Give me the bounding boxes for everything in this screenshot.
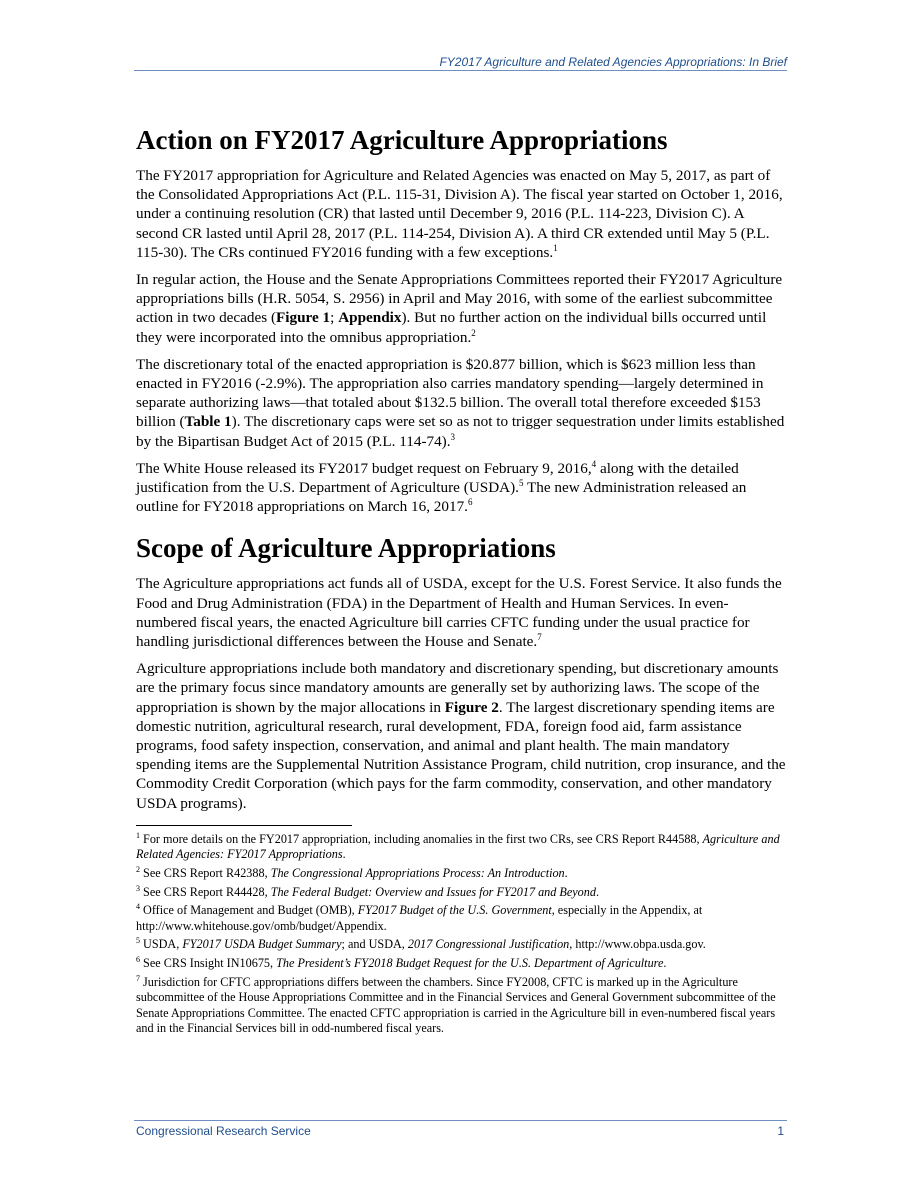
section-heading-action: Action on FY2017 Agriculture Appropriations [136,125,668,155]
footnote-ref: 1 [553,242,558,253]
footnote-7: $^7$ Jurisdiction for CFTC appropriations differs between the chambers. Since FY2008, CFTC is marked up in the Agriculture subcommittee of the House Appropriations Committee and in the Financial Services and General Government subcommittee of the Senate Appropriations Committee. The enacted CFTC appropriation is carried in the Agriculture bill in even-numbered fiscal years and in the Financial Services bill in odd-numbered fiscal years. [136,973,776,1036]
footnote-ref: 6 [467,497,473,508]
footnote-ref: 3 [450,431,456,442]
figure-ref: Figure 1 [276,309,331,327]
appendix-ref: Appendix [338,309,402,327]
page-content [136,124,788,1040]
footnote-ref: 4 [591,458,597,469]
paragraph: The Agriculture appropriations act funds all of USDA, except for the U.S. Forest Service. It also funds the Food and Drug Administration (FDA) in the Department of Health and Human Services. In even-numbered fiscal years, the enacted Agriculture bill carries CFTC funding under the usual practice for handling jurisdictional differences between the House and Senate.$^7$ [136,575,782,651]
footnote-6: $^6$ See CRS Insight IN10675, The President’s FY2018 Budget Request for the U.S. Department of Agriculture. [136,954,667,971]
footnote-1: $^1$ For more details on the FY2017 appropriation, including anomalies in the first two CRs, see CRS Report R44588, Agriculture and Related Agencies: FY2017 Appropriations. [136,830,780,862]
paragraph: The White House released its FY2017 budget request on February 9, 2016,$^4$ along with the detailed justification from the U.S. Department of Agriculture (USDA).$^5$ The new Administration released an outline for FY2018 appropriations on March 16, 2017.$^6$ [136,458,747,516]
section-heading-scope: Scope of Agriculture Appropriations [136,533,556,564]
paragraph: The FY2017 appropriation for Agriculture and Related Agencies was enacted on May 5, 2017, as part of the Consolidated Appropriations Act (P.L. 115-31, Division A). The fiscal year started on October 1, 2016, under a continuing resolution (CR) that lasted until December 9, 2016 (P.L. 114-223, Division C). A second CR lasted until April 28, 2017 (P.L. 114-254, Division A). A third CR extended until May 5 (P.L. 115-30). The CRs continued FY2016 funding with a few exceptions.$^1$ [136,167,783,261]
paragraph: In regular action, the House and the Senate Appropriations Committees reported their FY2017 Agriculture appropriations bills (H.R. 5054, S. 2956) in April and May 2016, with some of the earliest subcommittee action in two decades (Figure 1; Appendix). But no further action on the individual bills occurred until they were incorporated into the omnibus appropriation.$^2$ [136,271,783,346]
footnote-2: $^2$ See CRS Report R42388, The Congressional Appropriations Process: An Introduction. [136,865,568,881]
header-rule [134,70,787,71]
footnote-5: $^5$ USDA, FY2017 USDA Budget Summary; and USDA, 2017 Congressional Justification, http://www.obpa.usda.gov. [136,936,706,952]
footnote-ref: 7 [537,632,542,642]
footnote-separator [136,825,352,826]
paragraph: The discretionary total of the enacted appropriation is $20.877 billion, which is $623 million less than enacted in FY2016 (-2.9%). The appropriation also carries mandatory spending—largely determined in separate authorizing laws—that totaled about $132.5 billion. The overall total therefore exceeded $153 billion (Table 1). The discretionary caps were set so as not to trigger sequestration under limits established by the Bipartisan Budget Act of 2015 (P.L. 114-74).$^3$ [136,355,785,450]
page-number: 1 [777,1124,784,1138]
figure-ref: Figure 2 [444,698,499,716]
footer-rule [134,1120,787,1121]
table-ref: Table 1 [184,413,232,431]
footnote-3: $^3$ See CRS Report R44428, The Federal Budget: Overview and Issues for FY2017 and Beyond. [136,883,600,899]
paragraph: Agriculture appropriations include both mandatory and discretionary spending, but discretionary amounts are the primary focus since mandatory amounts are generally set by authorizing laws. The scope of the appropriation is shown by the major allocations in Figure 2. The largest discretionary spending items are domestic nutrition, agricultural research, rural development, FDA, foreign food aid, farm assistance programs, food safety inspection, conservation, and animal and plant health. The main mandatory spending items are the Supplemental Nutrition Assistance Program, child nutrition, crop insurance, and the Commodity Credit Corporation (which pays for the farm commodity, conservation, and other mandatory USDA programs). [136,660,786,812]
footer-organization: Congressional Research Service [136,1124,311,1138]
footnote-ref: 2 [471,327,476,338]
running-header: FY2017 Agriculture and Related Agencies Appropriations: In Brief [439,55,787,69]
footnote-ref: 5 [518,477,524,488]
footnote-4: $^4$ Office of Management and Budget (OMB), FY2017 Budget of the U.S. Government, especially in the Appendix, at http://www.whitehouse.gov/omb/budget/Appendix. [136,902,703,933]
